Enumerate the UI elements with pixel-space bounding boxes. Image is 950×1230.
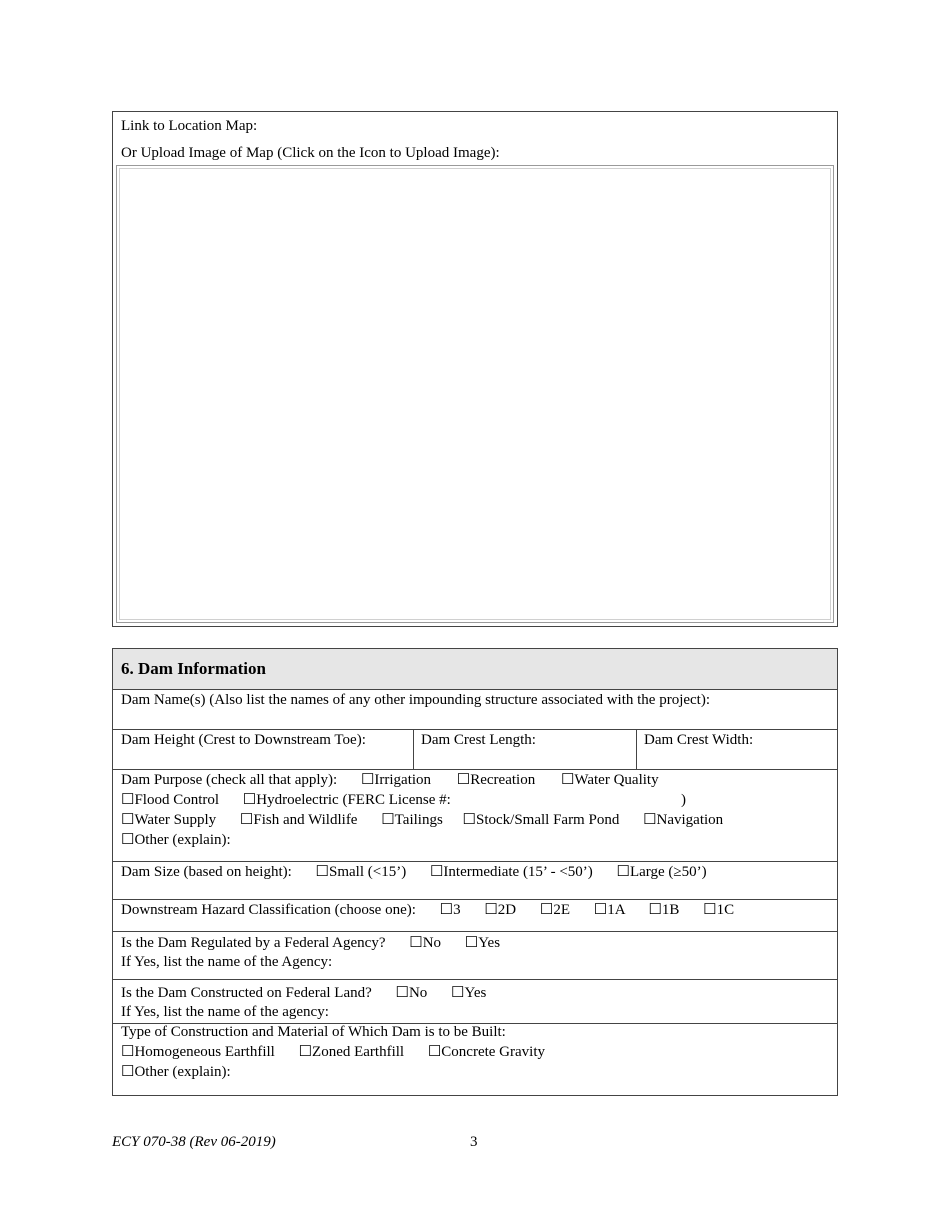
hazard-2d-checkbox[interactable]: ☐2D: [484, 902, 517, 918]
purpose-other-checkbox[interactable]: ☐Other (explain):: [121, 832, 231, 848]
dam-names-label: Dam Name(s) (Also list the names of any other impounding structure associated with the project):: [121, 692, 711, 708]
location-map-section: [112, 111, 838, 627]
federal-land-yes-checkbox[interactable]: ☐Yes: [451, 985, 487, 1001]
irrigation-checkbox[interactable]: ☐Irrigation: [360, 772, 432, 788]
hazard-1c-checkbox[interactable]: ☐1C: [703, 902, 735, 918]
dam-size-line: [121, 862, 707, 882]
construction-type-label: Type of Construction and Material of Which Dam is to be Built:: [121, 1024, 506, 1040]
link-to-location-map-label: Link to Location Map:: [121, 118, 258, 134]
regulated-no-checkbox[interactable]: ☐No: [409, 935, 442, 951]
page-number: 3: [470, 1134, 478, 1150]
size-small-checkbox[interactable]: ☐Small (<15’): [315, 864, 407, 880]
recreation-checkbox[interactable]: ☐Recreation: [456, 772, 536, 788]
dam-purpose-line-2: [121, 790, 451, 810]
upload-map-label: Or Upload Image of Map (Click on the Icon to Upload Image):: [121, 145, 500, 161]
federal-land-line: [121, 983, 486, 1003]
dam-information-table: [112, 648, 838, 1096]
form-id-footer: ECY 070-38 (Rev 06-2019): [112, 1134, 276, 1150]
dam-purpose-label: Dam Purpose (check all that apply):: [121, 772, 338, 788]
hazard-classification-label: Downstream Hazard Classification (choose one):: [121, 902, 416, 918]
hazard-3-checkbox[interactable]: ☐3: [439, 902, 461, 918]
dam-purpose-line-1: [121, 770, 659, 790]
map-image-upload-area[interactable]: [116, 165, 834, 623]
federal-agency-line: [121, 933, 500, 953]
size-large-checkbox[interactable]: ☐Large (≥50’): [616, 864, 707, 880]
hazard-1b-checkbox[interactable]: ☐1B: [648, 902, 680, 918]
section-header: [113, 649, 837, 689]
dam-crest-width-field[interactable]: Dam Crest Width:: [644, 732, 754, 748]
column-divider: [636, 730, 637, 769]
hydroelectric-checkbox[interactable]: ☐Hydroelectric (FERC License #:: [242, 792, 451, 808]
homogeneous-earthfill-checkbox[interactable]: ☐Homogeneous Earthfill: [121, 1044, 275, 1060]
navigation-checkbox[interactable]: ☐Navigation: [643, 812, 724, 828]
land-agency-name-field[interactable]: If Yes, list the name of the agency:: [121, 1004, 329, 1020]
construction-other-checkbox[interactable]: ☐Other (explain):: [121, 1064, 231, 1080]
dam-purpose-row: [113, 769, 837, 861]
dam-crest-length-field[interactable]: Dam Crest Length:: [421, 732, 536, 748]
tailings-checkbox[interactable]: ☐Tailings: [381, 812, 443, 828]
dam-dimensions-row: [113, 729, 837, 769]
size-intermediate-checkbox[interactable]: ☐Intermediate (15’ - <50’): [429, 864, 593, 880]
federal-land-question: Is the Dam Constructed on Federal Land?: [121, 985, 372, 1001]
dam-names-row[interactable]: [113, 689, 837, 729]
dam-height-field[interactable]: Dam Height (Crest to Downstream Toe):: [121, 732, 366, 748]
dam-purpose-line-3: [121, 810, 723, 830]
federal-land-row: [113, 979, 837, 1023]
zoned-earthfill-checkbox[interactable]: ☐Zoned Earthfill: [298, 1044, 405, 1060]
agency-name-field[interactable]: If Yes, list the name of the Agency:: [121, 954, 333, 970]
dam-size-label: Dam Size (based on height):: [121, 864, 292, 880]
fish-and-wildlife-checkbox[interactable]: ☐Fish and Wildlife: [239, 812, 358, 828]
construction-type-row: [113, 1023, 837, 1095]
column-divider: [413, 730, 414, 769]
stock-small-farm-pond-checkbox[interactable]: ☐Stock/Small Farm Pond: [462, 812, 620, 828]
water-supply-checkbox[interactable]: ☐Water Supply: [121, 812, 217, 828]
federal-land-no-checkbox[interactable]: ☐No: [395, 985, 428, 1001]
flood-control-checkbox[interactable]: ☐Flood Control: [121, 792, 220, 808]
federal-agency-question: Is the Dam Regulated by a Federal Agency?: [121, 935, 386, 951]
hazard-1a-checkbox[interactable]: ☐1A: [593, 902, 625, 918]
hazard-classification-row: [113, 899, 837, 931]
federal-agency-row: [113, 931, 837, 979]
hazard-2e-checkbox[interactable]: ☐2E: [539, 902, 571, 918]
hazard-line: [121, 900, 734, 920]
regulated-yes-checkbox[interactable]: ☐Yes: [464, 935, 501, 951]
construction-options-line: [121, 1042, 545, 1062]
water-quality-checkbox[interactable]: ☐Water Quality: [560, 772, 659, 788]
ferc-license-close-paren: ): [681, 792, 686, 808]
dam-size-row: [113, 861, 837, 899]
concrete-gravity-checkbox[interactable]: ☐Concrete Gravity: [427, 1044, 546, 1060]
section-title: 6. Dam Information: [121, 659, 266, 678]
